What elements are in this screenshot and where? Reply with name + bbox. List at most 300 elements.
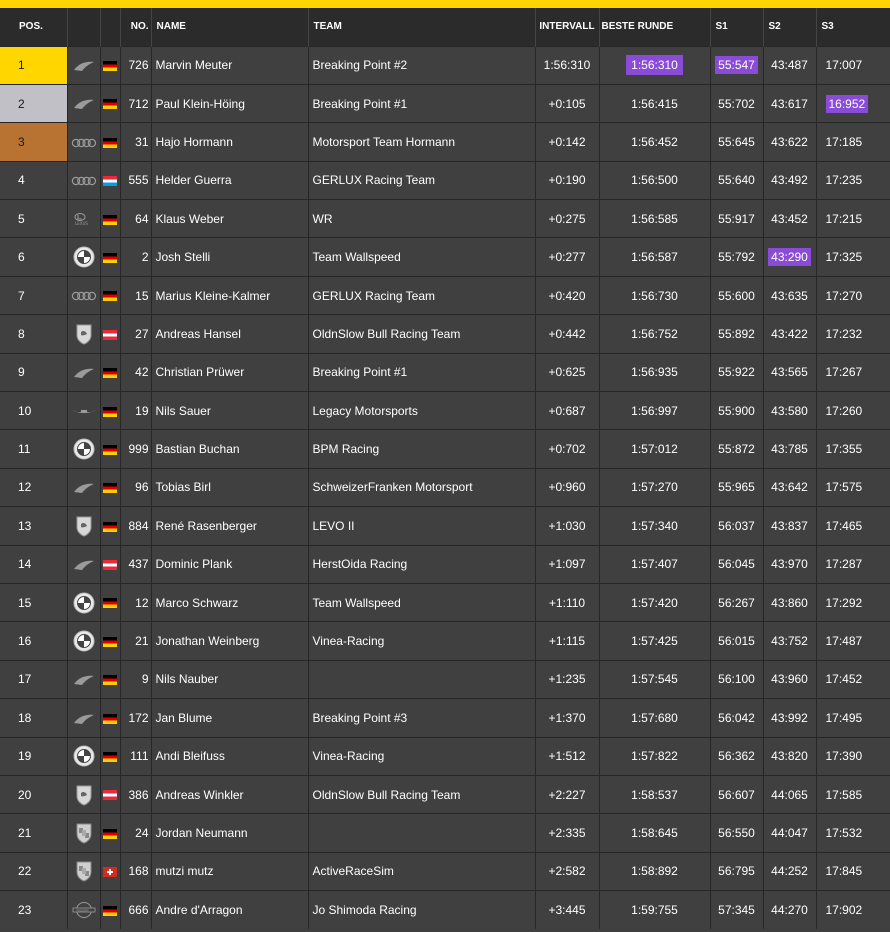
s2-value bbox=[763, 775, 816, 813]
time-text: 17:902 bbox=[825, 903, 863, 918]
time-text: 17:287 bbox=[825, 557, 863, 572]
s1-value bbox=[710, 891, 763, 929]
s1-value bbox=[710, 660, 763, 698]
time-text: 55:702 bbox=[718, 96, 755, 111]
time-text: 43:642 bbox=[771, 480, 808, 495]
car-brand-cell bbox=[67, 622, 100, 660]
flag-cell bbox=[100, 660, 120, 698]
porsche-logo bbox=[75, 822, 93, 844]
s3-value bbox=[816, 238, 890, 276]
s1-value bbox=[710, 353, 763, 391]
table-row[interactable] bbox=[0, 392, 890, 430]
flag-de-icon bbox=[103, 637, 117, 647]
fastest-time-highlight: 1:56:310 bbox=[626, 55, 683, 75]
table-row[interactable] bbox=[0, 545, 890, 583]
time-text: 17:465 bbox=[825, 518, 863, 533]
driver-name[interactable]: Christian Prüwer bbox=[151, 353, 308, 391]
flag-cell bbox=[100, 161, 120, 199]
position-cell: 20 bbox=[0, 775, 67, 813]
car-number: 437 bbox=[120, 545, 151, 583]
car-brand-cell bbox=[67, 699, 100, 737]
time-text: 43:422 bbox=[771, 326, 808, 341]
table-row[interactable] bbox=[0, 46, 890, 84]
nissan-logo bbox=[72, 901, 96, 919]
s2-value bbox=[763, 852, 816, 890]
driver-name[interactable]: Andi Bleifuss bbox=[151, 737, 308, 775]
car-brand-cell bbox=[67, 200, 100, 238]
mclaren-logo bbox=[73, 367, 95, 379]
s3-value bbox=[816, 737, 890, 775]
s2-value bbox=[763, 583, 816, 621]
driver-name[interactable]: Bastian Buchan bbox=[151, 430, 308, 468]
car-brand-cell bbox=[67, 507, 100, 545]
audi-logo bbox=[71, 138, 97, 148]
s1-value bbox=[710, 622, 763, 660]
time-text: 56:362 bbox=[718, 749, 755, 764]
driver-name[interactable]: Marvin Meuter bbox=[151, 46, 308, 84]
flag-cell bbox=[100, 46, 120, 84]
driver-name[interactable]: Helder Guerra bbox=[151, 161, 308, 199]
team-name[interactable]: LEVO II bbox=[308, 507, 535, 545]
s2-value bbox=[763, 392, 816, 430]
driver-name[interactable]: Klaus Weber bbox=[151, 200, 308, 238]
time-text: 1:56:500 bbox=[631, 173, 678, 188]
table-row[interactable] bbox=[0, 84, 890, 122]
s1-value bbox=[710, 84, 763, 122]
time-text: 44:252 bbox=[771, 864, 808, 879]
flag-cell bbox=[100, 507, 120, 545]
car-number: 15 bbox=[120, 276, 151, 314]
team-name[interactable]: Motorsport Team Hormann bbox=[308, 123, 535, 161]
header-team[interactable]: TEAM bbox=[308, 8, 535, 46]
time-text: 17:495 bbox=[825, 710, 863, 725]
car-number: 2 bbox=[120, 238, 151, 276]
s1-value bbox=[710, 123, 763, 161]
s1-value bbox=[710, 852, 763, 890]
table-row[interactable] bbox=[0, 276, 890, 314]
car-brand-cell bbox=[67, 161, 100, 199]
time-text: 55:922 bbox=[718, 365, 755, 380]
position-cell: 23 bbox=[0, 891, 67, 929]
driver-name[interactable]: Paul Klein-Höing bbox=[151, 84, 308, 122]
car-number: 999 bbox=[120, 430, 151, 468]
best-lap-value bbox=[599, 84, 710, 122]
car-brand-cell bbox=[67, 430, 100, 468]
time-text: 43:960 bbox=[771, 672, 808, 687]
team-name[interactable]: HerstOida Racing bbox=[308, 545, 535, 583]
team-name[interactable]: Jo Shimoda Racing bbox=[308, 891, 535, 929]
driver-name[interactable]: Jonathan Weinberg bbox=[151, 622, 308, 660]
position-cell: 17 bbox=[0, 660, 67, 698]
flag-cell bbox=[100, 737, 120, 775]
mclaren-logo bbox=[73, 98, 95, 110]
time-text: 43:617 bbox=[771, 96, 808, 111]
team-name[interactable]: Team Wallspeed bbox=[308, 583, 535, 621]
time-text: 55:872 bbox=[718, 442, 755, 457]
table-row[interactable] bbox=[0, 891, 890, 929]
bmw-logo bbox=[73, 592, 95, 614]
car-number: 168 bbox=[120, 852, 151, 890]
flag-de-icon bbox=[103, 752, 117, 762]
car-brand-cell bbox=[67, 84, 100, 122]
s3-value bbox=[816, 622, 890, 660]
s2-value bbox=[763, 660, 816, 698]
car-brand-cell bbox=[67, 238, 100, 276]
best-lap-value bbox=[599, 353, 710, 391]
car-number: 42 bbox=[120, 353, 151, 391]
position-cell: 10 bbox=[0, 392, 67, 430]
driver-name[interactable]: Jordan Neumann bbox=[151, 814, 308, 852]
time-text: 17:235 bbox=[825, 173, 863, 188]
car-brand-cell bbox=[67, 315, 100, 353]
team-name[interactable]: BPM Racing bbox=[308, 430, 535, 468]
best-lap-value bbox=[599, 468, 710, 506]
fastest-time-highlight: 16:952 bbox=[826, 95, 869, 113]
position-cell: 22 bbox=[0, 852, 67, 890]
best-lap-value bbox=[599, 392, 710, 430]
driver-name[interactable]: Jan Blume bbox=[151, 699, 308, 737]
car-number: 712 bbox=[120, 84, 151, 122]
car-number: 555 bbox=[120, 161, 151, 199]
time-text: 43:580 bbox=[771, 403, 808, 418]
driver-name[interactable]: Josh Stelli bbox=[151, 238, 308, 276]
time-text: 43:452 bbox=[771, 211, 808, 226]
interval-value: +1:235 bbox=[535, 660, 599, 698]
flag-cell bbox=[100, 315, 120, 353]
audi-logo bbox=[71, 291, 97, 301]
time-text: 44:065 bbox=[771, 787, 808, 802]
header-flag bbox=[100, 8, 120, 46]
driver-name[interactable]: Andre d'Arragon bbox=[151, 891, 308, 929]
standings-table bbox=[0, 8, 890, 929]
driver-name[interactable]: mutzi mutz bbox=[151, 852, 308, 890]
car-number: 27 bbox=[120, 315, 151, 353]
table-row[interactable] bbox=[0, 468, 890, 506]
best-lap-value bbox=[599, 852, 710, 890]
s1-value bbox=[710, 161, 763, 199]
flag-de-icon bbox=[103, 368, 117, 378]
s3-value bbox=[816, 430, 890, 468]
time-text: 43:860 bbox=[771, 595, 808, 610]
flag-at-icon bbox=[103, 330, 117, 340]
flag-cell bbox=[100, 123, 120, 161]
team-name[interactable]: SchweizerFranken Motorsport bbox=[308, 468, 535, 506]
best-lap-value bbox=[599, 814, 710, 852]
s1-value bbox=[710, 699, 763, 737]
team-name[interactable] bbox=[308, 660, 535, 698]
best-lap-value bbox=[599, 507, 710, 545]
team-name[interactable] bbox=[308, 814, 535, 852]
s2-value bbox=[763, 699, 816, 737]
header-s2[interactable]: S2 bbox=[763, 8, 816, 46]
s1-value bbox=[710, 583, 763, 621]
time-text: 55:965 bbox=[718, 480, 755, 495]
time-text: 56:037 bbox=[718, 518, 755, 533]
mclaren-logo bbox=[73, 674, 95, 686]
driver-name[interactable]: Nils Nauber bbox=[151, 660, 308, 698]
interval-value: +0:960 bbox=[535, 468, 599, 506]
driver-name[interactable]: Tobias Birl bbox=[151, 468, 308, 506]
table-row[interactable] bbox=[0, 775, 890, 813]
time-text: 43:820 bbox=[771, 749, 808, 764]
lamborghini-logo bbox=[75, 784, 93, 806]
table-row[interactable] bbox=[0, 200, 890, 238]
s2-value bbox=[763, 622, 816, 660]
best-lap-value bbox=[599, 46, 710, 84]
best-lap-value bbox=[599, 545, 710, 583]
table-row[interactable] bbox=[0, 622, 890, 660]
s2-value bbox=[763, 430, 816, 468]
interval-value: +0:625 bbox=[535, 353, 599, 391]
interval-value: +1:030 bbox=[535, 507, 599, 545]
time-text: 1:58:892 bbox=[631, 864, 678, 879]
table-row[interactable] bbox=[0, 699, 890, 737]
best-lap-value bbox=[599, 775, 710, 813]
table-row[interactable] bbox=[0, 238, 890, 276]
best-lap-value bbox=[599, 200, 710, 238]
team-name[interactable]: Vinea-Racing bbox=[308, 622, 535, 660]
car-number: 726 bbox=[120, 46, 151, 84]
car-brand-cell bbox=[67, 814, 100, 852]
time-text: 17:452 bbox=[825, 672, 863, 687]
car-number: 19 bbox=[120, 392, 151, 430]
team-name[interactable]: OldnSlow Bull Racing Team bbox=[308, 775, 535, 813]
s1-value bbox=[710, 315, 763, 353]
table-row[interactable] bbox=[0, 123, 890, 161]
car-brand-cell bbox=[67, 660, 100, 698]
s3-value bbox=[816, 161, 890, 199]
flag-de-icon bbox=[103, 675, 117, 685]
s3-value bbox=[816, 200, 890, 238]
s3-value bbox=[816, 814, 890, 852]
flag-de-icon bbox=[103, 61, 117, 71]
time-text: 17:270 bbox=[825, 288, 863, 303]
car-brand-cell bbox=[67, 392, 100, 430]
team-name[interactable]: Vinea-Racing bbox=[308, 737, 535, 775]
driver-name[interactable]: Hajo Hormann bbox=[151, 123, 308, 161]
header-s3[interactable]: S3 bbox=[816, 8, 890, 46]
header-pos[interactable]: POS. bbox=[0, 8, 67, 46]
interval-value: 1:56:310 bbox=[535, 46, 599, 84]
flag-cell bbox=[100, 430, 120, 468]
time-text: 43:635 bbox=[771, 288, 808, 303]
s2-value bbox=[763, 468, 816, 506]
table-row[interactable] bbox=[0, 737, 890, 775]
flag-cell bbox=[100, 775, 120, 813]
s1-value bbox=[710, 238, 763, 276]
s3-value bbox=[816, 660, 890, 698]
time-text: 17:260 bbox=[825, 403, 863, 418]
time-text: 43:785 bbox=[771, 442, 808, 457]
time-text: 1:57:420 bbox=[631, 595, 678, 610]
s3-value bbox=[816, 315, 890, 353]
interval-value: +0:105 bbox=[535, 84, 599, 122]
table-row[interactable] bbox=[0, 852, 890, 890]
header-name[interactable]: NAME bbox=[151, 8, 308, 46]
time-text: 43:492 bbox=[771, 173, 808, 188]
team-name[interactable]: GERLUX Racing Team bbox=[308, 276, 535, 314]
position-cell: 4 bbox=[0, 161, 67, 199]
car-number: 24 bbox=[120, 814, 151, 852]
header-best-lap[interactable]: BESTE RUNDE bbox=[599, 8, 710, 46]
table-row[interactable] bbox=[0, 814, 890, 852]
car-brand-cell bbox=[67, 737, 100, 775]
team-name[interactable]: Breaking Point #2 bbox=[308, 46, 535, 84]
team-name[interactable]: Breaking Point #3 bbox=[308, 699, 535, 737]
position-cell: 21 bbox=[0, 814, 67, 852]
driver-name[interactable]: Marco Schwarz bbox=[151, 583, 308, 621]
table-row[interactable] bbox=[0, 430, 890, 468]
header-no[interactable]: NO. bbox=[120, 8, 151, 46]
header-car bbox=[67, 8, 100, 46]
s3-value bbox=[816, 392, 890, 430]
driver-name[interactable]: Andreas Hansel bbox=[151, 315, 308, 353]
position-cell: 19 bbox=[0, 737, 67, 775]
bmw-logo bbox=[73, 438, 95, 460]
interval-value: +0:275 bbox=[535, 200, 599, 238]
table-row[interactable] bbox=[0, 353, 890, 391]
header-interval[interactable]: INTERVALL bbox=[535, 8, 599, 46]
flag-at-icon bbox=[103, 560, 117, 570]
best-lap-value bbox=[599, 622, 710, 660]
time-text: 1:56:935 bbox=[631, 365, 678, 380]
position-cell: 14 bbox=[0, 545, 67, 583]
team-name[interactable]: ActiveRaceSim bbox=[308, 852, 535, 890]
s3-value bbox=[816, 545, 890, 583]
flag-cell bbox=[100, 276, 120, 314]
driver-name[interactable]: Andreas Winkler bbox=[151, 775, 308, 813]
time-text: 55:892 bbox=[718, 326, 755, 341]
position-cell: 11 bbox=[0, 430, 67, 468]
flag-cell bbox=[100, 392, 120, 430]
bmw-logo bbox=[73, 745, 95, 767]
mclaren-logo bbox=[73, 713, 95, 725]
team-name[interactable]: Legacy Motorsports bbox=[308, 392, 535, 430]
team-name[interactable]: Breaking Point #1 bbox=[308, 353, 535, 391]
position-cell: 12 bbox=[0, 468, 67, 506]
s1-value bbox=[710, 737, 763, 775]
time-text: 1:57:407 bbox=[631, 557, 678, 572]
time-text: 17:585 bbox=[825, 787, 863, 802]
s2-value bbox=[763, 315, 816, 353]
team-name[interactable]: GERLUX Racing Team bbox=[308, 161, 535, 199]
mclaren-logo bbox=[73, 482, 95, 494]
time-text: 55:640 bbox=[718, 173, 755, 188]
s3-value bbox=[816, 775, 890, 813]
flag-cell bbox=[100, 622, 120, 660]
team-name[interactable]: OldnSlow Bull Racing Team bbox=[308, 315, 535, 353]
car-number: 884 bbox=[120, 507, 151, 545]
interval-value: +1:512 bbox=[535, 737, 599, 775]
team-name[interactable]: Breaking Point #1 bbox=[308, 84, 535, 122]
car-number: 386 bbox=[120, 775, 151, 813]
driver-name[interactable]: Dominic Plank bbox=[151, 545, 308, 583]
time-text: 43:565 bbox=[771, 365, 808, 380]
s3-value bbox=[816, 123, 890, 161]
team-name[interactable]: Team Wallspeed bbox=[308, 238, 535, 276]
flag-cell bbox=[100, 852, 120, 890]
flag-cell bbox=[100, 468, 120, 506]
s1-value bbox=[710, 814, 763, 852]
position-cell: 8 bbox=[0, 315, 67, 353]
flag-at-icon bbox=[103, 790, 117, 800]
time-text: 43:487 bbox=[771, 58, 808, 73]
time-text: 17:487 bbox=[825, 634, 863, 649]
header-s1[interactable]: S1 bbox=[710, 8, 763, 46]
s3-value bbox=[816, 507, 890, 545]
flag-de-icon bbox=[103, 483, 117, 493]
table-header bbox=[0, 8, 890, 46]
time-text: 17:532 bbox=[825, 826, 863, 840]
flag-ch-icon bbox=[103, 867, 117, 877]
flag-de-icon bbox=[103, 407, 117, 417]
fastest-time-highlight: 55:547 bbox=[715, 56, 758, 74]
s3-value bbox=[816, 699, 890, 737]
s2-value bbox=[763, 545, 816, 583]
flag-lu-icon bbox=[103, 176, 117, 186]
time-text: 17:185 bbox=[825, 134, 863, 149]
s3-value bbox=[816, 583, 890, 621]
table-row[interactable] bbox=[0, 660, 890, 698]
team-name[interactable]: WR bbox=[308, 200, 535, 238]
lexus-logo bbox=[72, 212, 96, 226]
table-body bbox=[0, 46, 890, 929]
flag-de-icon bbox=[103, 445, 117, 455]
interval-value: +1:370 bbox=[535, 699, 599, 737]
time-text: 17:267 bbox=[825, 365, 863, 380]
car-brand-cell bbox=[67, 468, 100, 506]
time-text: 1:57:012 bbox=[631, 442, 678, 457]
time-text: 1:56:752 bbox=[631, 326, 678, 341]
porsche-logo bbox=[75, 860, 93, 882]
car-number: 64 bbox=[120, 200, 151, 238]
car-brand-cell bbox=[67, 276, 100, 314]
flag-de-icon bbox=[103, 99, 117, 109]
time-text: 56:795 bbox=[718, 864, 755, 879]
position-cell: 9 bbox=[0, 353, 67, 391]
time-text: 56:045 bbox=[718, 557, 755, 572]
s3-value bbox=[816, 852, 890, 890]
position-cell: 7 bbox=[0, 276, 67, 314]
s2-value bbox=[763, 200, 816, 238]
driver-name[interactable]: Marius Kleine-Kalmer bbox=[151, 276, 308, 314]
table-row[interactable] bbox=[0, 507, 890, 545]
car-brand-cell bbox=[67, 545, 100, 583]
position-cell: 1 bbox=[0, 46, 67, 84]
table-row[interactable] bbox=[0, 161, 890, 199]
car-brand-cell bbox=[67, 852, 100, 890]
car-brand-cell bbox=[67, 123, 100, 161]
table-row[interactable] bbox=[0, 583, 890, 621]
s2-value bbox=[763, 46, 816, 84]
time-text: 1:56:452 bbox=[631, 134, 678, 149]
time-text: 43:752 bbox=[771, 634, 808, 649]
car-brand-cell bbox=[67, 353, 100, 391]
position-cell: 13 bbox=[0, 507, 67, 545]
driver-name[interactable]: René Rasenberger bbox=[151, 507, 308, 545]
driver-name[interactable]: Nils Sauer bbox=[151, 392, 308, 430]
flag-de-icon bbox=[103, 138, 117, 148]
audi-logo bbox=[71, 176, 97, 186]
s3-value bbox=[816, 46, 890, 84]
s2-value bbox=[763, 353, 816, 391]
car-brand-cell bbox=[67, 583, 100, 621]
table-row[interactable] bbox=[0, 315, 890, 353]
time-text: 56:015 bbox=[718, 634, 755, 649]
time-text: 43:837 bbox=[771, 518, 808, 533]
position-cell: 5 bbox=[0, 200, 67, 238]
time-text: 43:970 bbox=[771, 557, 808, 572]
